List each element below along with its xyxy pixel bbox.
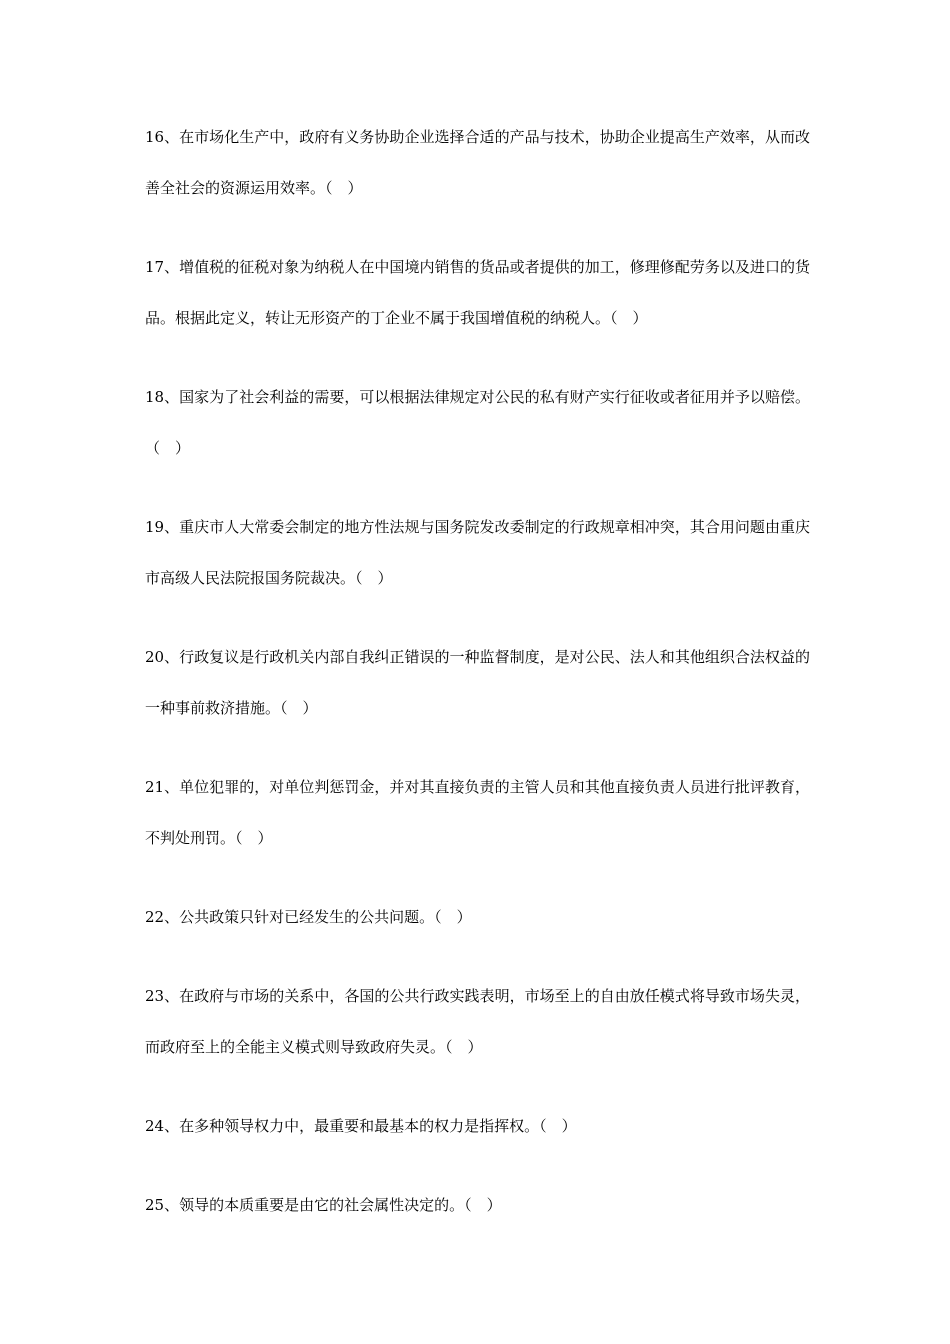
question-text: 23、在政府与市场的关系中，各国的公共行政实践表明，市场至上的自由放任模式将导致市场失灵，而政府至上的全能主义模式则导致政府失灵。（ ）	[145, 987, 810, 1056]
question-21	[145, 762, 810, 864]
question-text: 16、在市场化生产中，政府有义务协助企业选择合适的产品与技术，协助企业提高生产效率，从而改善全社会的资源运用效率。（ ）	[145, 128, 810, 197]
question-list	[145, 120, 810, 1259]
question-19	[145, 502, 810, 604]
question-16	[145, 112, 810, 214]
question-text: 19、重庆市人大常委会制定的地方性法规与国务院发改委制定的行政规章相冲突，其合用问题由重庆市高级人民法院报国务院裁决。（ ）	[145, 518, 810, 587]
question-25	[145, 1180, 810, 1231]
question-23	[145, 971, 810, 1073]
question-22	[145, 892, 810, 943]
question-20	[145, 632, 810, 734]
question-18	[145, 372, 810, 474]
question-text: 25、领导的本质重要是由它的社会属性决定的。（ ）	[145, 1196, 502, 1214]
question-17	[145, 242, 810, 344]
question-text: 21、单位犯罪的，对单位判惩罚金，并对其直接负责的主管人员和其他直接负责人员进行批评教育，不判处刑罚。（ ）	[145, 778, 810, 847]
question-text: 24、在多种领导权力中，最重要和最基本的权力是指挥权。（ ）	[145, 1117, 577, 1135]
question-text: 22、公共政策只针对已经发生的公共问题。（ ）	[145, 908, 472, 926]
question-24	[145, 1101, 810, 1152]
question-text: 18、国家为了社会利益的需要，可以根据法律规定对公民的私有财产实行征收或者征用并予以赔偿。（ ）	[145, 388, 810, 457]
question-text: 17、增值税的征税对象为纳税人在中国境内销售的货品或者提供的加工，修理修配劳务以及进口的货品。根据此定义，转让无形资产的丁企业不属于我国增值税的纳税人。（ ）	[145, 258, 810, 327]
question-text: 20、行政复议是行政机关内部自我纠正错误的一种监督制度，是对公民、法人和其他组织合法权益的一种事前救济措施。（ ）	[145, 648, 810, 717]
